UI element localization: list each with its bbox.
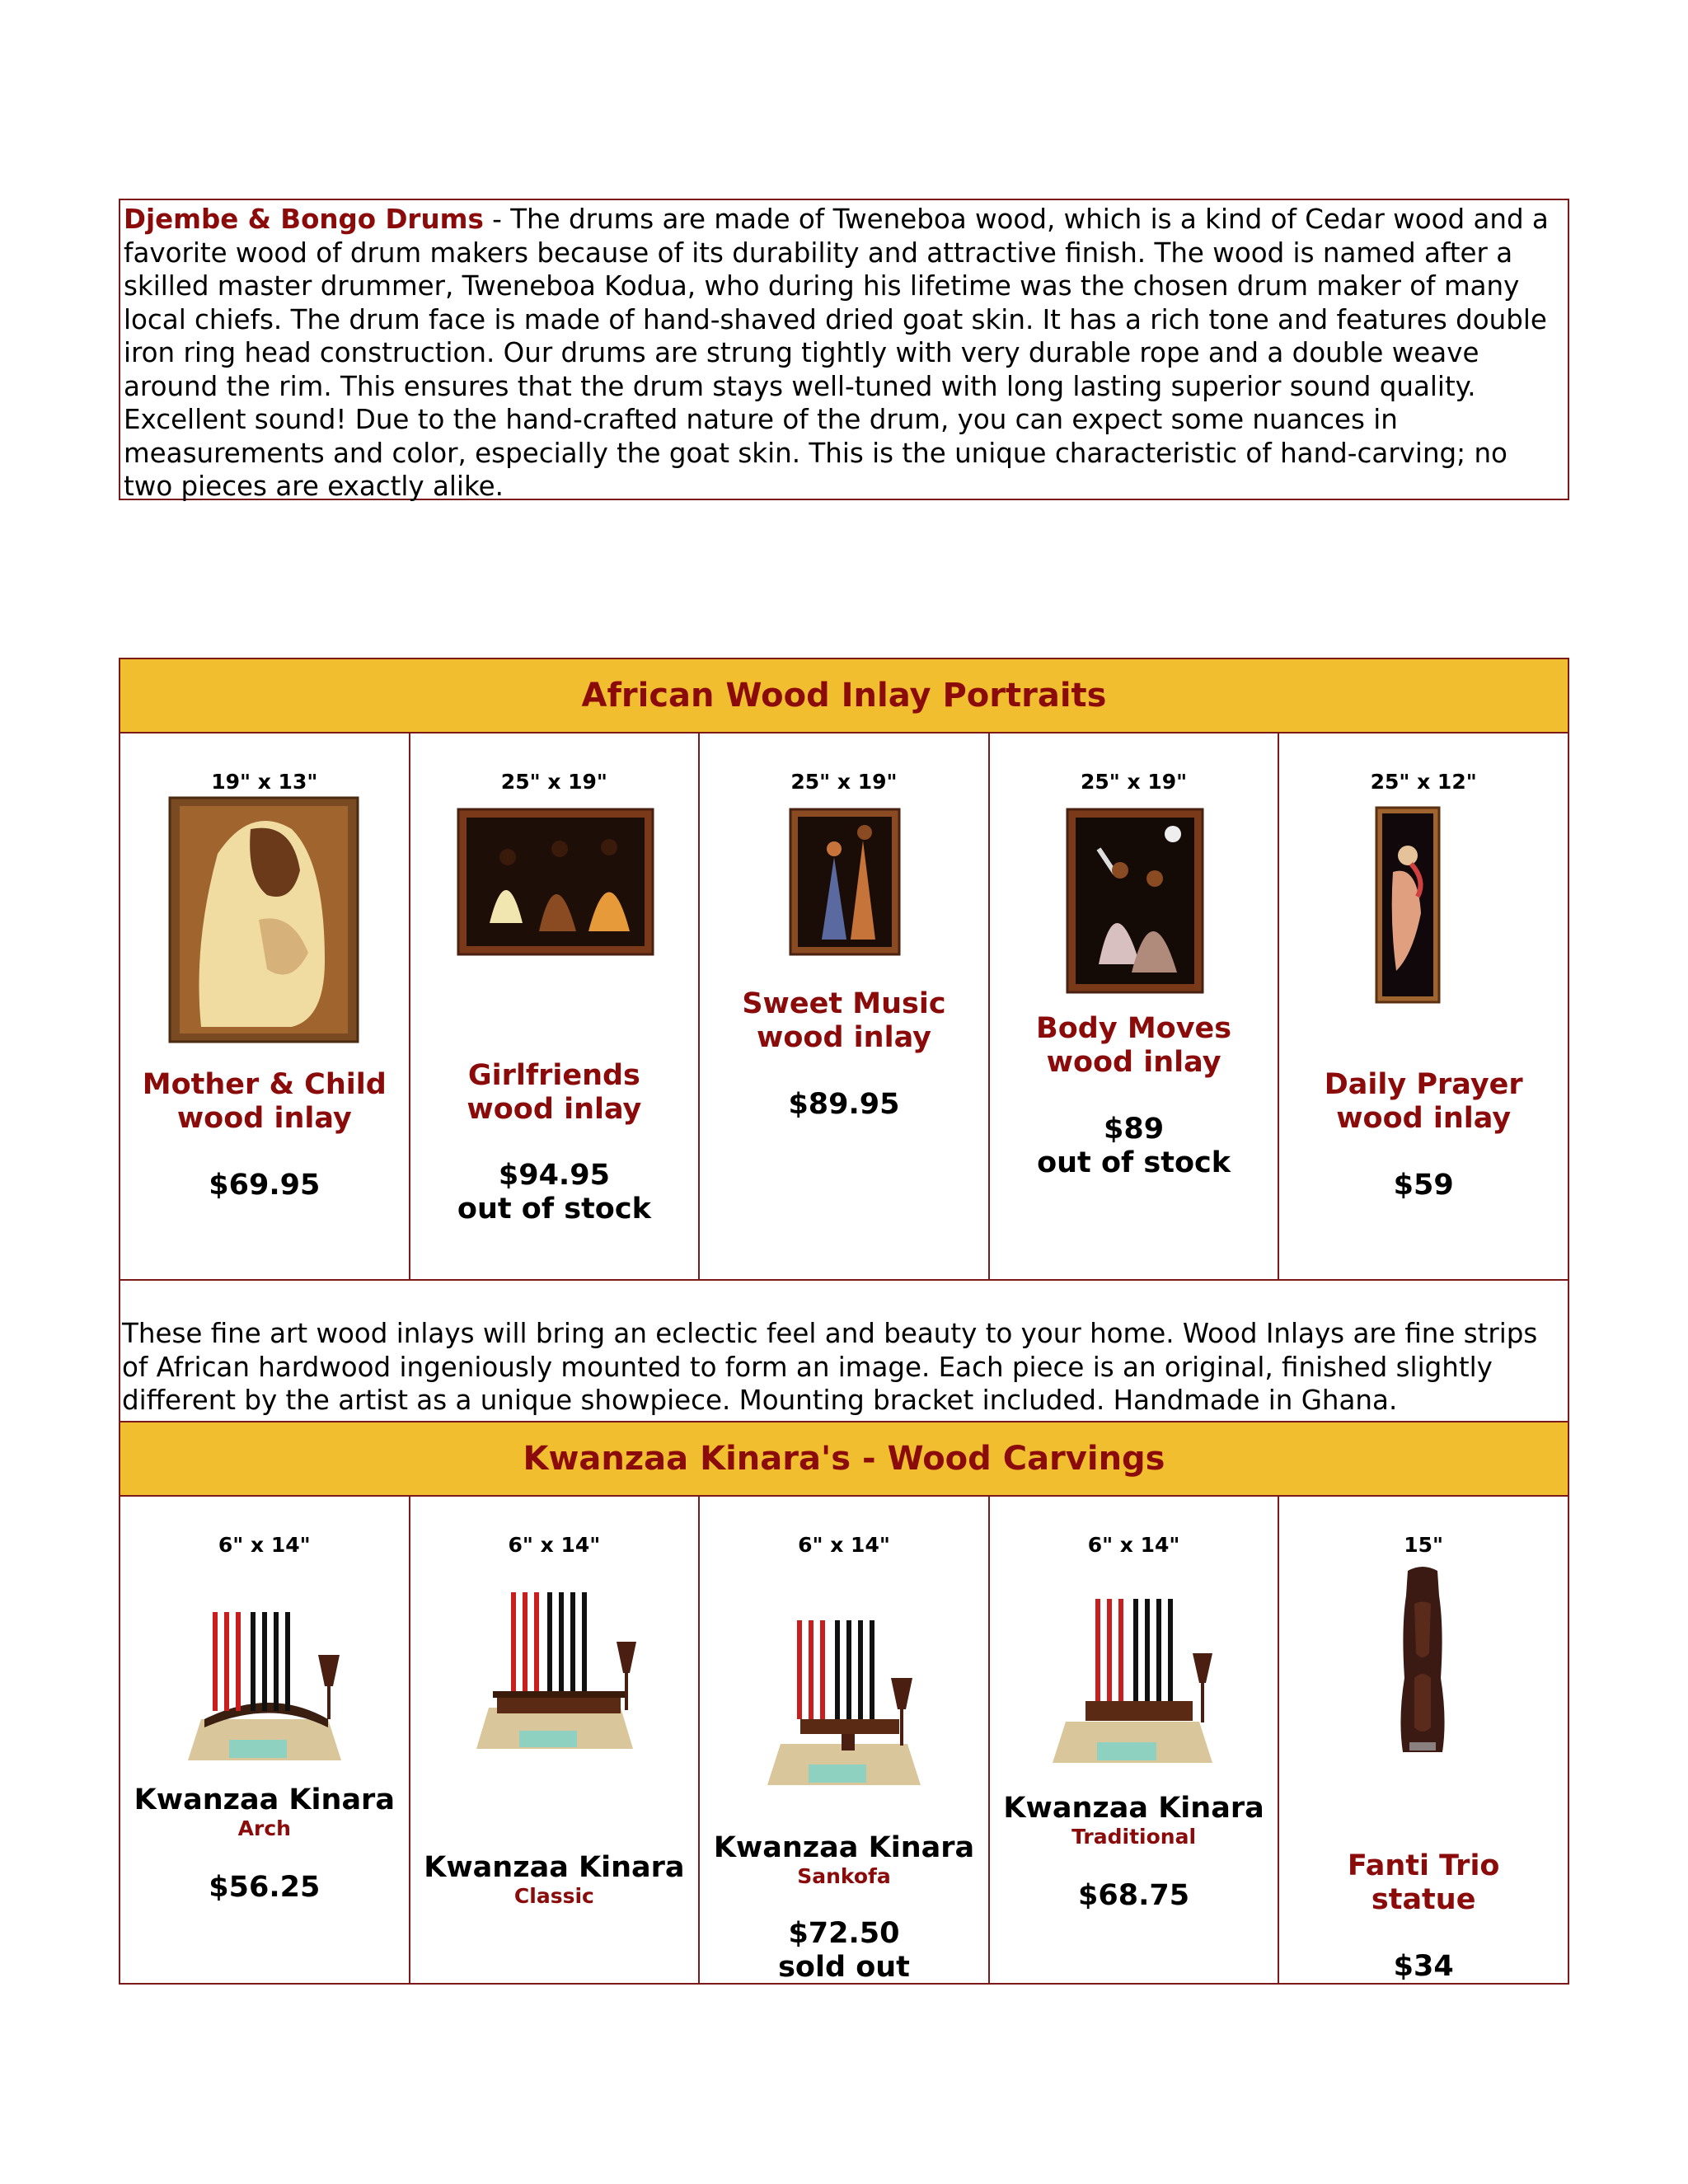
product-kinara-arch[interactable] <box>120 1495 410 1983</box>
kinara-sankofa-image[interactable] <box>751 1596 937 1802</box>
drums-title: Djembe & Bongo Drums <box>124 204 484 235</box>
inlay-description: These fine art wood inlays will bring an eclectic feel and beauty to your home. Wood Inlays are fine strips of African hardwood ingeniously mounted to form an image. Each piece is an original, finished slightly different by the artist as a unique showpiece. Mounting bracket included. Handmade in Ghana. <box>119 1281 1569 1422</box>
product-name-line2: statue <box>1371 1883 1476 1916</box>
product-name-line2: wood inlay <box>757 1021 931 1054</box>
product-name: Kwanzaa Kinara <box>1003 1792 1264 1825</box>
product-price: $59 <box>1393 1169 1454 1202</box>
sweet-music-image[interactable] <box>789 808 901 956</box>
product-name-line1: Mother & Child <box>142 1068 387 1101</box>
daily-prayer-image[interactable] <box>1375 806 1441 1004</box>
product-name-line1: Daily Prayer <box>1324 1068 1523 1101</box>
product-girlfriends[interactable] <box>410 732 701 1279</box>
product-size: 25" x 19" <box>500 770 607 794</box>
drums-text: - The drums are made of Tweneboa wood, which is a kind of Cedar wood and a favorite wood of drum makers because of its durability and attractive finish. The wood is named after a skilled master drummer, Tweneboa Kodua, who during his lifetime was the chosen drum maker of many local chiefs. The drum face is made of hand-shaved dried goat skin. It has a rich tone and features double iron ring head construction. Our drums are strung tightly with very durable rope and a double weave around the rim. This ensures that the drum stays well-tuned with long lasting superior sound quality. Excellent sound! Due to the hand-crafted nature of the drum, you can expect some nuances in measurements and color, especially the goat skin. This is the unique characteristic of hand-carving; no two pieces are exactly alike. <box>124 204 1549 502</box>
product-name: Kwanzaa Kinara <box>134 1783 395 1816</box>
product-price: $89 <box>1104 1113 1165 1146</box>
product-size: 6" x 14" <box>1087 1533 1180 1557</box>
product-price: $56.25 <box>209 1871 321 1904</box>
product-price: $34 <box>1393 1950 1454 1983</box>
product-size: 15" <box>1404 1533 1444 1557</box>
product-kinara-sankofa[interactable] <box>700 1495 990 1983</box>
kinara-grid <box>119 1495 1569 1985</box>
product-name-line1: Sweet Music <box>742 987 946 1020</box>
product-size: 25" x 12" <box>1370 770 1477 794</box>
product-body-moves[interactable] <box>990 732 1280 1279</box>
product-kinara-traditional[interactable] <box>990 1495 1280 1983</box>
product-price: $89.95 <box>788 1088 900 1121</box>
product-status: out of stock <box>457 1193 651 1226</box>
product-price: $68.75 <box>1078 1879 1190 1912</box>
fanti-trio-image[interactable] <box>1390 1563 1456 1760</box>
inlay-section-header: African Wood Inlay Portraits <box>119 658 1569 733</box>
product-price: $94.95 <box>498 1159 610 1192</box>
product-mother-child[interactable] <box>120 732 410 1279</box>
product-price: $69.95 <box>209 1169 321 1202</box>
product-size: 25" x 19" <box>790 770 898 794</box>
inlay-grid <box>119 732 1569 1281</box>
product-size: 19" x 13" <box>211 770 318 794</box>
product-kinara-classic[interactable] <box>410 1495 701 1983</box>
product-name: Kwanzaa Kinara <box>424 1851 685 1884</box>
kinara-traditional-image[interactable] <box>1036 1586 1229 1775</box>
product-name: Kwanzaa Kinara <box>713 1831 975 1864</box>
product-subname: Arch <box>237 1816 291 1840</box>
product-subname: Classic <box>513 1884 594 1908</box>
product-fanti-trio[interactable] <box>1279 1495 1568 1983</box>
product-name-line1: Fanti Trio <box>1347 1849 1500 1882</box>
product-subname: Sankofa <box>797 1864 891 1888</box>
kinara-arch-image[interactable] <box>171 1596 358 1777</box>
product-size: 6" x 14" <box>798 1533 890 1557</box>
product-size: 6" x 14" <box>218 1533 311 1557</box>
product-subname: Traditional <box>1071 1825 1197 1849</box>
product-price: $72.50 <box>788 1917 900 1950</box>
product-name-line2: wood inlay <box>467 1093 642 1126</box>
product-size: 6" x 14" <box>508 1533 601 1557</box>
girlfriends-image[interactable] <box>457 808 654 956</box>
body-moves-image[interactable] <box>1066 808 1204 994</box>
drums-description <box>119 199 1569 500</box>
product-sweet-music[interactable] <box>700 732 990 1279</box>
kinara-classic-image[interactable] <box>460 1584 649 1765</box>
product-name-line1: Girlfriends <box>467 1059 640 1092</box>
product-daily-prayer[interactable] <box>1279 732 1568 1279</box>
kinara-section-header: Kwanzaa Kinara's - Wood Carvings <box>119 1421 1569 1497</box>
product-size: 25" x 19" <box>1080 770 1188 794</box>
product-status: sold out <box>778 1951 910 1984</box>
product-name-line1: Body Moves <box>1036 1012 1232 1045</box>
product-name-line2: wood inlay <box>176 1102 352 1135</box>
product-name-line2: wood inlay <box>1046 1046 1221 1079</box>
mother-child-image[interactable] <box>168 796 359 1043</box>
product-status: out of stock <box>1037 1146 1231 1179</box>
product-name-line2: wood inlay <box>1336 1102 1512 1135</box>
